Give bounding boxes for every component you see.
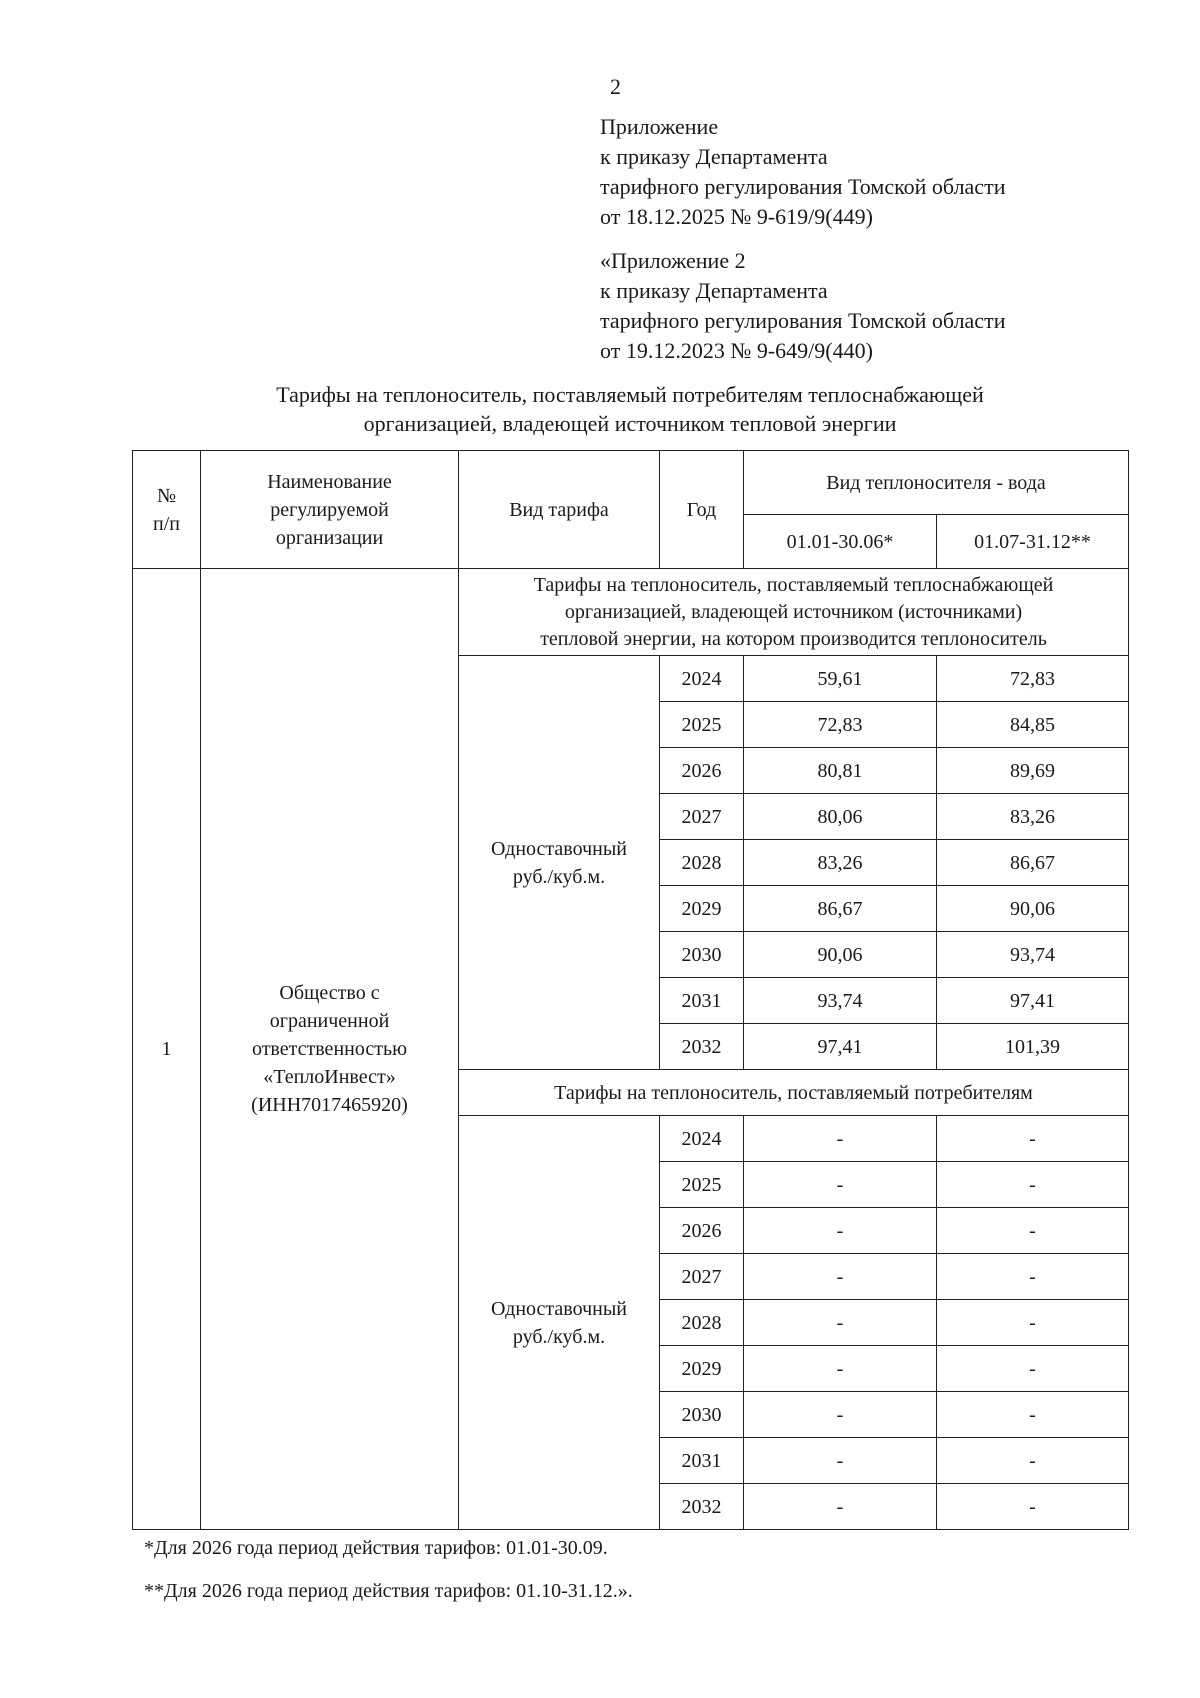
year-cell: 2031 <box>660 1438 744 1484</box>
tariff-value-period-2: - <box>937 1208 1129 1254</box>
header-number-line: № <box>156 484 177 507</box>
organization-line: ограниченной <box>269 1010 390 1032</box>
tariff-type-cell <box>459 1116 660 1530</box>
footnote: *Для 2026 года период действия тарифов: 01.01-30.09. <box>144 1537 608 1559</box>
tariff-value-period-1: - <box>744 1116 937 1162</box>
tariff-value-period-1: 80,81 <box>744 748 937 794</box>
year-cell: 2027 <box>660 794 744 840</box>
organization-line: (ИНН7017465920) <box>251 1094 408 1116</box>
appendix-header <box>600 112 1005 232</box>
tariff-value-period-1: 83,26 <box>744 840 937 886</box>
section-title-line: тепловой энергии, на котором производится теплоноситель <box>540 627 1047 650</box>
header-tariff-type: Вид тарифа <box>459 451 660 569</box>
header-period-2: 01.07-31.12** <box>937 515 1129 569</box>
year-cell: 2028 <box>660 1300 744 1346</box>
title-line: Тарифы на теплоноситель, поставляемый потребителям теплоснабжающей <box>276 382 984 407</box>
year-cell: 2030 <box>660 1392 744 1438</box>
appendix-line: тарифного регулирования Томской области <box>600 308 1006 333</box>
tariff-value-period-1: 59,61 <box>744 656 937 702</box>
organization-line: «ТеплоИнвест» <box>263 1066 396 1088</box>
header-number <box>133 451 201 569</box>
tariff-value-period-2: - <box>937 1300 1129 1346</box>
tariff-value-period-2: - <box>937 1484 1129 1530</box>
year-cell: 2025 <box>660 702 744 748</box>
organization-name <box>201 569 459 1530</box>
tariff-value-period-1: 86,67 <box>744 886 937 932</box>
tariff-table <box>132 450 1129 1530</box>
header-number-line: п/п <box>153 512 180 535</box>
year-cell: 2027 <box>660 1254 744 1300</box>
tariff-value-period-2: - <box>937 1162 1129 1208</box>
tariff-type-line: руб./куб.м. <box>512 1325 606 1348</box>
appendix-line: тарифного регулирования Томской области <box>600 174 1006 199</box>
appendix-line: от 19.12.2023 № 9-649/9(440) <box>600 338 873 363</box>
tariff-value-period-2: - <box>937 1392 1129 1438</box>
row-number: 1 <box>133 569 201 1530</box>
tariff-value-period-2: 97,41 <box>937 978 1129 1024</box>
year-cell: 2024 <box>660 1116 744 1162</box>
tariff-value-period-1: - <box>744 1162 937 1208</box>
tariff-value-period-1: - <box>744 1438 937 1484</box>
tariff-value-period-2: 84,85 <box>937 702 1129 748</box>
footnote: **Для 2026 года период действия тарифов: 01.10-31.12.». <box>144 1580 633 1602</box>
header-organization <box>201 451 459 569</box>
tariff-value-period-2: 90,06 <box>937 886 1129 932</box>
year-cell: 2029 <box>660 1346 744 1392</box>
tariff-type-cell <box>459 656 660 1070</box>
document-title <box>120 380 1140 438</box>
section-title: Тарифы на теплоноситель, поставляемый потребителям <box>459 1070 1129 1116</box>
year-cell: 2032 <box>660 1484 744 1530</box>
tariff-value-period-1: - <box>744 1300 937 1346</box>
title-line: организацией, владеющей источником тепловой энергии <box>363 411 897 436</box>
tariff-value-period-2: 86,67 <box>937 840 1129 886</box>
appendix-line: «Приложение 2 <box>600 248 746 273</box>
tariff-value-period-1: 90,06 <box>744 932 937 978</box>
appendix-line: Приложение <box>600 114 719 139</box>
tariff-value-period-2: - <box>937 1254 1129 1300</box>
tariff-value-period-1: 72,83 <box>744 702 937 748</box>
tariff-value-period-1: 97,41 <box>744 1024 937 1070</box>
page-number: 2 <box>610 74 621 99</box>
year-cell: 2024 <box>660 656 744 702</box>
header-year: Год <box>660 451 744 569</box>
tariff-value-period-2: - <box>937 1438 1129 1484</box>
year-cell: 2030 <box>660 932 744 978</box>
tariff-value-period-1: - <box>744 1346 937 1392</box>
tariff-value-period-2: 101,39 <box>937 1024 1129 1070</box>
appendix-line: к приказу Департамента <box>600 144 828 169</box>
appendix-line: от 18.12.2025 № 9-619/9(449) <box>600 204 873 229</box>
tariff-value-period-1: - <box>744 1208 937 1254</box>
tariff-value-period-2: 89,69 <box>937 748 1129 794</box>
header-carrier: Вид теплоносителя - вода <box>744 451 1129 515</box>
header-period-1: 01.01-30.06* <box>744 515 937 569</box>
year-cell: 2032 <box>660 1024 744 1070</box>
tariff-type-line: руб./куб.м. <box>512 865 606 888</box>
year-cell: 2029 <box>660 886 744 932</box>
tariff-type-line: Одноставочный <box>491 837 627 860</box>
section-title-line: Тарифы на теплоноситель, поставляемый теплоснабжающей <box>533 573 1054 596</box>
tariff-value-period-2: - <box>937 1346 1129 1392</box>
tariff-value-period-1: - <box>744 1484 937 1530</box>
organization-line: ответственностью <box>251 1038 408 1060</box>
tariff-value-period-1: 80,06 <box>744 794 937 840</box>
tariff-value-period-2: - <box>937 1116 1129 1162</box>
tariff-value-period-1: - <box>744 1392 937 1438</box>
header-organization-line: Наименование <box>267 470 392 493</box>
year-cell: 2025 <box>660 1162 744 1208</box>
tariff-value-period-2: 93,74 <box>937 932 1129 978</box>
header-organization-line: регулируемой <box>270 498 389 521</box>
previous-appendix-header <box>600 246 1005 366</box>
tariff-value-period-2: 83,26 <box>937 794 1129 840</box>
appendix-line: к приказу Департамента <box>600 278 828 303</box>
tariff-value-period-1: 93,74 <box>744 978 937 1024</box>
organization-line: Общество с <box>279 982 380 1004</box>
year-cell: 2026 <box>660 1208 744 1254</box>
section-title <box>459 569 1129 656</box>
year-cell: 2026 <box>660 748 744 794</box>
section-title-line: организацией, владеющей источником (источниками) <box>564 600 1023 623</box>
tariff-type-line: Одноставочный <box>491 1297 627 1320</box>
year-cell: 2028 <box>660 840 744 886</box>
year-cell: 2031 <box>660 978 744 1024</box>
tariff-value-period-2: 72,83 <box>937 656 1129 702</box>
tariff-value-period-1: - <box>744 1254 937 1300</box>
header-organization-line: организации <box>275 526 384 549</box>
